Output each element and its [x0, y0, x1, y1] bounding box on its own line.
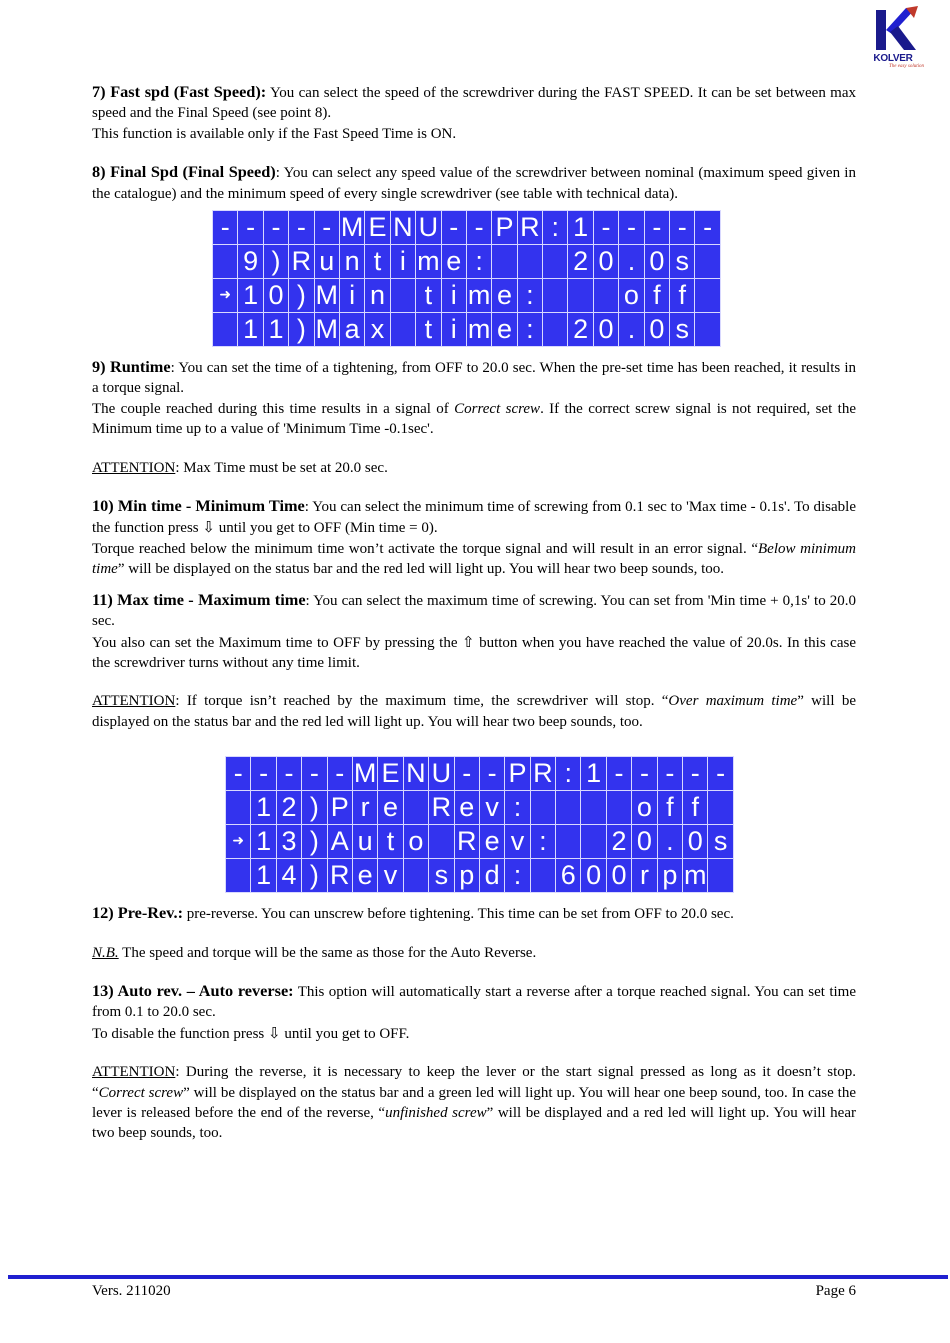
lcd-char-cell: x [365, 313, 390, 347]
lcd-char-cell: t [378, 825, 403, 859]
section-11-attention [92, 691, 856, 732]
lcd-char-cell [695, 279, 720, 313]
lcd-row [226, 859, 734, 893]
section-10-error-italic: Below minimum time [92, 540, 856, 578]
section-10-heading: 10) Min time - Minimum Time [92, 496, 305, 516]
lcd-char-cell: 2 [568, 313, 593, 347]
nb-label: N.B. [92, 944, 119, 961]
lcd-char-cell [581, 791, 606, 825]
attention-text-italic: Over maximum time [668, 693, 798, 710]
lcd-char-cell: 6 [556, 859, 581, 893]
lcd-char-cell: 9 [238, 245, 263, 279]
lcd-char-cell [543, 279, 568, 313]
lcd-char-cell: N [390, 211, 415, 245]
section-10 [92, 496, 856, 539]
lcd-char-cell: o [403, 825, 428, 859]
lcd-char-cell: s [670, 245, 695, 279]
lcd-char-cell: - [314, 211, 339, 245]
lcd-char-cell: t [365, 245, 390, 279]
section-7-heading: 7) Fast spd (Fast Speed): [92, 82, 267, 101]
lcd-char-cell: . [619, 313, 644, 347]
lcd-char-cell: f [657, 791, 682, 825]
section-11-heading: 11) Max time - Maximum time [92, 589, 306, 609]
lcd-char-cell [403, 859, 428, 893]
lcd-char-cell: R [289, 245, 314, 279]
attention-text-italic-2: unfinished screw [385, 1104, 487, 1121]
lcd-row [226, 825, 734, 859]
lcd-char-cell [530, 859, 555, 893]
lcd-char-cell: - [632, 757, 657, 791]
lcd-row [226, 791, 734, 825]
attention-label: ATTENTION [92, 459, 176, 476]
attention-text-b: ” will be displayed on the status bar and the red led will light up. You will hear two beep sounds, too. [92, 693, 856, 730]
section-10-text-a: : You can select the minimum time of screwing from 0.1 sec to 'Max time - 0.1s'. To disable the function press [92, 499, 856, 537]
section-13-disable-b: until you get to OFF. [280, 1025, 410, 1042]
lcd-char-cell: e [479, 825, 504, 859]
lcd-char-cell [517, 245, 542, 279]
lcd-char-cell: n [339, 245, 364, 279]
lcd-selection-arrow-icon: ➜ [213, 279, 238, 313]
lcd-char-cell: - [644, 211, 669, 245]
lcd-char-cell: U [416, 211, 441, 245]
lcd-char-cell: e [352, 859, 377, 893]
attention-label: ATTENTION [92, 693, 176, 710]
lcd-char-cell: r [632, 859, 657, 893]
footer-page-number: Page 6 [815, 1283, 856, 1299]
lcd-char-cell: 1 [581, 757, 606, 791]
section-13-text: This option will automatically start a reverse after a torque reached signal. You can set time from 0.1 to 20.0 sec. [92, 983, 856, 1021]
lcd-char-cell: t [416, 313, 441, 347]
lcd-char-cell: 0 [683, 825, 708, 859]
lcd-char-cell: - [454, 757, 479, 791]
lcd-char-cell: 0 [644, 313, 669, 347]
lcd-char-cell: p [657, 859, 682, 893]
lcd-char-cell: - [708, 757, 733, 791]
lcd-char-cell: 0 [632, 825, 657, 859]
lcd-selection-arrow-icon: ➜ [226, 825, 251, 859]
lcd-char-cell [581, 825, 606, 859]
up-arrow-icon: ⇧ [462, 632, 475, 651]
lcd-char-cell: - [238, 211, 263, 245]
lcd-char-cell: 0 [593, 245, 618, 279]
section-9-couple-a: The couple reached during this time results in a signal of [92, 400, 455, 417]
lcd-char-cell: d [479, 859, 504, 893]
lcd-char-cell: M [339, 211, 364, 245]
lcd-char-cell: : [543, 211, 568, 245]
attention-text-a: : If torque isn’t reached by the maximum time, the screwdriver will stop. “ [175, 693, 669, 710]
lcd-char-cell: 0 [263, 279, 288, 313]
logo-brand: KOLVER [873, 53, 913, 64]
attention-text-a: : During the reverse, it is necessary to keep the lever or the start signal pressed as long as it doesn’t stop. “ [92, 1064, 856, 1101]
lcd-char-cell: - [683, 757, 708, 791]
page-content [92, 82, 856, 1144]
section-12-nb [92, 943, 856, 963]
lcd-char-cell: e [454, 791, 479, 825]
lcd-char-cell: 0 [593, 313, 618, 347]
lcd-row [213, 313, 721, 347]
footer-version: Vers. 211020 [92, 1283, 171, 1299]
lcd-char-cell: : [556, 757, 581, 791]
lcd-char-cell: - [441, 211, 466, 245]
lcd-char-cell: N [403, 757, 428, 791]
lcd-char-cell [492, 245, 517, 279]
footer-rule [8, 1275, 948, 1279]
lcd-char-cell: 2 [276, 791, 301, 825]
lcd-char-cell: o [619, 279, 644, 313]
lcd-char-cell: o [632, 791, 657, 825]
lcd-char-cell: s [429, 859, 454, 893]
section-9 [92, 357, 856, 399]
lcd-char-cell: - [327, 757, 352, 791]
lcd-char-cell: E [378, 757, 403, 791]
lcd-char-cell: - [695, 211, 720, 245]
section-12-text: pre-reverse. You can unscrew before tightening. This time can be set from OFF to 20.0 sec. [183, 906, 734, 923]
attention-text: : Max Time must be set at 20.0 sec. [175, 459, 388, 476]
section-9-heading: 9) Runtime [92, 357, 171, 377]
lcd-char-cell: - [619, 211, 644, 245]
lcd-char-cell: - [670, 211, 695, 245]
lcd-char-cell: v [479, 791, 504, 825]
lcd-char-cell: e [492, 313, 517, 347]
lcd-char-cell: : [517, 313, 542, 347]
section-10-error [92, 539, 856, 580]
section-8-text: : You can select any speed value of the screwdriver between nominal (maximum speed given in the catalogue) and the minimum speed of every single screwdriver (see table with technical data). [92, 165, 856, 202]
lcd-char-cell [568, 279, 593, 313]
lcd-char-cell: ) [289, 313, 314, 347]
lcd-char-cell: R [530, 757, 555, 791]
attention-text-b: ” will be displayed on the status bar and a green led will light up. You will hear one beep sound, too. In case the lever is released before the end of the reverse, “ [92, 1084, 856, 1121]
lcd-char-cell: 1 [568, 211, 593, 245]
lcd-char-cell: P [505, 757, 530, 791]
lcd-char-cell: 2 [606, 825, 631, 859]
section-9-couple [92, 399, 856, 440]
lcd-char-cell: t [416, 279, 441, 313]
lcd-char-cell [606, 791, 631, 825]
lcd-row [213, 245, 721, 279]
section-7-text: You can select the speed of the screwdriver during the FAST SPEED. It can be set between max speed and the Final Speed (see point 8). [92, 85, 856, 122]
lcd-char-cell: r [352, 791, 377, 825]
lcd-char-cell [556, 791, 581, 825]
section-13-heading: 13) Auto rev. – Auto reverse: [92, 980, 294, 1000]
lcd-char-cell: M [314, 313, 339, 347]
attention-text-c: ” will be displayed and a red led will light up. You will hear two beep sounds, too. [92, 1104, 856, 1142]
lcd-char-cell [530, 791, 555, 825]
lcd-char-cell: m [683, 859, 708, 893]
lcd-char-cell: - [466, 211, 491, 245]
lcd-selection-arrow-icon [226, 791, 251, 825]
lcd-char-cell [593, 279, 618, 313]
lcd-char-cell: - [276, 757, 301, 791]
lcd-char-cell: 3 [276, 825, 301, 859]
lcd-row [213, 279, 721, 313]
lcd-char-cell: R [517, 211, 542, 245]
lcd-char-cell: R [454, 825, 479, 859]
lcd-char-cell: . [657, 825, 682, 859]
lcd-char-cell: ) [302, 859, 327, 893]
kolver-logo [862, 4, 924, 69]
kolver-k-icon [862, 4, 924, 54]
lcd-char-cell [403, 791, 428, 825]
section-10-text-b: until you get to OFF (Min time = 0). [214, 520, 438, 537]
attention-text-italic-1: Correct screw [98, 1084, 184, 1101]
lcd-char-cell: - [289, 211, 314, 245]
lcd-char-cell: i [441, 279, 466, 313]
section-8 [92, 162, 856, 204]
lcd-char-cell: e [378, 791, 403, 825]
lcd-char-cell: : [505, 859, 530, 893]
lcd-char-cell: : [530, 825, 555, 859]
section-13-attention [92, 1062, 856, 1144]
lcd-char-cell: f [644, 279, 669, 313]
lcd-char-cell: R [429, 791, 454, 825]
lcd-char-cell: ) [302, 825, 327, 859]
section-11-text: : You can select the maximum time of screwing. You can set from 'Min time + 0,1s' to 20.0 sec. [92, 592, 856, 630]
lcd-char-cell: - [226, 757, 251, 791]
lcd-char-cell: i [339, 279, 364, 313]
lcd-char-cell: u [352, 825, 377, 859]
lcd-char-cell: 2 [568, 245, 593, 279]
section-9-couple-b: . If the correct screw signal is not required, set the Minimum time up to a value of 'Minimum Time -0.1sec'. [92, 400, 857, 438]
lcd-char-cell: - [263, 211, 288, 245]
lcd-char-cell [543, 245, 568, 279]
lcd-char-cell [708, 791, 733, 825]
lcd-char-cell: v [378, 859, 403, 893]
lcd-char-cell: 1 [251, 791, 276, 825]
lcd-char-cell: e [441, 245, 466, 279]
lcd-char-cell: 4 [276, 859, 301, 893]
lcd-char-cell: m [416, 245, 441, 279]
lcd-char-cell: R [327, 859, 352, 893]
section-9-text: : You can set the time of a tightening, from OFF to 20.0 sec. When the pre-set time has been reached, it results in a torque signal. [92, 360, 857, 397]
lcd-char-cell [429, 825, 454, 859]
lcd-char-cell [695, 313, 720, 347]
lcd-char-cell: ) [302, 791, 327, 825]
lcd-char-cell: m [466, 279, 491, 313]
lcd-char-cell: 1 [238, 313, 263, 347]
section-11 [92, 590, 856, 632]
lcd-char-cell: e [492, 279, 517, 313]
lcd-selection-arrow-icon [213, 245, 238, 279]
lcd-display-menu-9-11 [212, 210, 721, 347]
lcd-char-cell: . [619, 245, 644, 279]
lcd-display-menu-12-14 [225, 756, 734, 893]
lcd-char-cell: 0 [644, 245, 669, 279]
down-arrow-icon: ⇩ [268, 1023, 281, 1042]
logo-tagline: The easy solution [889, 64, 924, 69]
lcd-char-cell: - [479, 757, 504, 791]
lcd-char-cell: - [213, 211, 238, 245]
section-7-note: This function is available only if the Fast Speed Time is ON. [92, 125, 457, 142]
lcd-char-cell: P [327, 791, 352, 825]
section-13-disable-a: To disable the function press [92, 1025, 268, 1042]
lcd-char-cell [543, 313, 568, 347]
lcd-char-cell: - [593, 211, 618, 245]
lcd-char-cell: ) [263, 245, 288, 279]
lcd-selection-arrow-icon [226, 859, 251, 893]
lcd-char-cell [390, 313, 415, 347]
section-13-disable [92, 1023, 856, 1044]
lcd-char-cell: P [492, 211, 517, 245]
section-9-couple-italic: Correct screw [454, 400, 541, 417]
lcd-char-cell: s [670, 313, 695, 347]
attention-label: ATTENTION [92, 1064, 176, 1081]
lcd-char-cell: i [390, 245, 415, 279]
lcd-char-cell: v [505, 825, 530, 859]
section-12-heading: 12) Pre-Rev.: [92, 903, 184, 923]
lcd-char-cell: u [314, 245, 339, 279]
lcd-char-cell: A [327, 825, 352, 859]
lcd-char-cell: : [505, 791, 530, 825]
lcd-char-cell: E [365, 211, 390, 245]
section-12 [92, 903, 856, 924]
lcd-char-cell: : [517, 279, 542, 313]
lcd-char-cell [390, 279, 415, 313]
section-11-off [92, 632, 856, 674]
lcd-char-cell: - [606, 757, 631, 791]
lcd-char-cell: p [454, 859, 479, 893]
down-arrow-icon: ⇩ [202, 518, 215, 537]
lcd-char-cell [695, 245, 720, 279]
section-13 [92, 981, 856, 1023]
lcd-selection-arrow-icon [213, 313, 238, 347]
lcd-char-cell: - [657, 757, 682, 791]
lcd-char-cell: : [466, 245, 491, 279]
lcd-row [213, 211, 721, 245]
lcd-char-cell: s [708, 825, 733, 859]
lcd-char-cell: f [670, 279, 695, 313]
lcd-char-cell: a [339, 313, 364, 347]
section-9-attention [92, 458, 856, 478]
lcd-row [226, 757, 734, 791]
lcd-char-cell [708, 859, 733, 893]
section-10-error-a: Torque reached below the minimum time won’t activate the torque signal and will result in an error signal. “ [92, 540, 759, 557]
lcd-char-cell: f [683, 791, 708, 825]
section-11-off-b: button when you have reached the value of 20.0s. In this case the screwdriver turns without any time limit. [92, 634, 856, 671]
lcd-char-cell: 0 [606, 859, 631, 893]
section-7 [92, 82, 856, 124]
lcd-char-cell: M [352, 757, 377, 791]
lcd-char-cell: 1 [263, 313, 288, 347]
section-10-error-b: ” will be displayed on the status bar and the red led will light up. You will hear two beep sounds, too. [117, 561, 724, 578]
lcd-char-cell: 1 [251, 859, 276, 893]
lcd-char-cell: M [314, 279, 339, 313]
lcd-char-cell: - [302, 757, 327, 791]
lcd-char-cell: - [251, 757, 276, 791]
nb-text: The speed and torque will be the same as those for the Auto Reverse. [118, 944, 537, 961]
section-11-off-a: You also can set the Maximum time to OFF by pressing the [92, 634, 462, 651]
lcd-char-cell: i [441, 313, 466, 347]
lcd-char-cell: 0 [581, 859, 606, 893]
lcd-char-cell: U [429, 757, 454, 791]
section-8-heading: 8) Final Spd (Final Speed) [92, 162, 276, 182]
lcd-char-cell [556, 825, 581, 859]
lcd-char-cell: n [365, 279, 390, 313]
lcd-char-cell: ) [289, 279, 314, 313]
lcd-char-cell: 1 [238, 279, 263, 313]
lcd-char-cell: m [466, 313, 491, 347]
lcd-char-cell: 1 [251, 825, 276, 859]
